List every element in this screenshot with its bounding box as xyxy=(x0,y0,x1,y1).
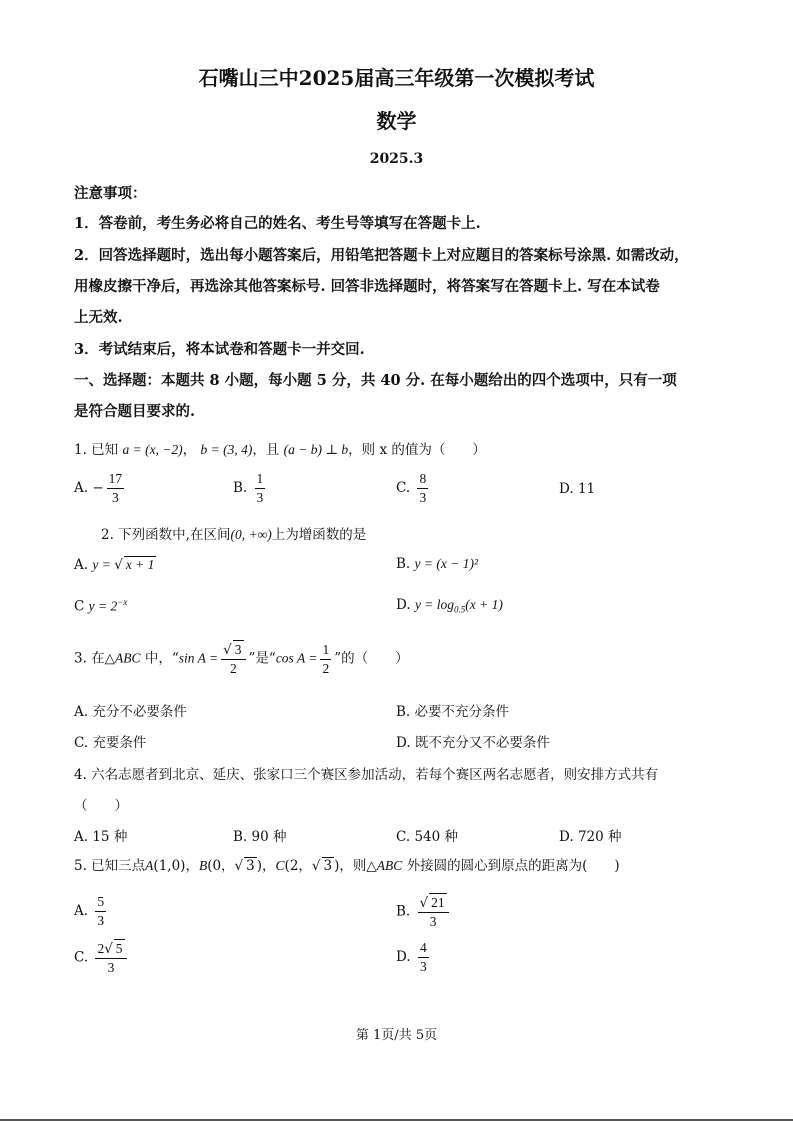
option-label: D. xyxy=(559,481,574,497)
q1-prefix: 1. 已知 xyxy=(74,442,119,458)
q5-a-fraction xyxy=(95,893,106,930)
page-footer: 第 1页/共 5页 xyxy=(355,1028,438,1043)
q2-a-radicand: x + 1 xyxy=(125,557,155,572)
q1-a-sign: − xyxy=(92,480,104,496)
q2-option-c[interactable] xyxy=(74,597,127,615)
q5-option-d[interactable] xyxy=(396,939,432,976)
q4-option-b[interactable] xyxy=(233,825,287,845)
sqrt-icon: √ xyxy=(104,941,113,957)
q5-point-c-open: (2， xyxy=(284,858,312,874)
sqrt-icon: √ xyxy=(223,642,232,658)
option-label: D. xyxy=(396,735,411,751)
q5-point-b: B xyxy=(198,858,208,873)
q2-c-exponent: −x xyxy=(117,597,128,607)
option-text: 720 种 xyxy=(577,829,622,845)
q2-interval: (0, +∞) xyxy=(230,527,272,542)
sqrt-icon: √ xyxy=(419,895,429,911)
q5-point-b-close: )， xyxy=(256,858,276,874)
note-2-line-3: 上无效. xyxy=(74,309,123,326)
q1-option-d[interactable] xyxy=(559,481,595,497)
q3-option-a[interactable] xyxy=(74,700,187,720)
q5-point-b-radicand: 3 xyxy=(246,858,255,874)
coefficient: 2 xyxy=(97,941,105,956)
q2-c-base: y = 2 xyxy=(88,598,118,614)
q2-b-expr: y = (x − 1)² xyxy=(414,556,479,571)
question-5-stem xyxy=(74,854,620,874)
option-label: C. xyxy=(396,480,411,496)
q1-comma: ， xyxy=(182,442,197,458)
option-label: A. xyxy=(74,704,89,720)
q3-suffix: ”的（ ） xyxy=(334,650,409,667)
q3-sin: sin A = xyxy=(178,650,219,666)
option-label: A. xyxy=(74,480,89,496)
exam-title: 石嘴山三中2025届高三年级第一次模拟考试 xyxy=(198,66,595,90)
option-label: D. xyxy=(559,829,574,845)
option-label: D. xyxy=(396,597,411,613)
q2-stem-end: 上为增函数的是 xyxy=(271,527,367,543)
notes-heading: 注意事项： xyxy=(74,185,147,202)
sqrt-icon: √ xyxy=(234,858,244,874)
sqrt-icon: √ xyxy=(311,858,321,874)
option-label: D. xyxy=(396,949,411,965)
q2-a-lhs: y = xyxy=(92,557,115,572)
q3-mid-1: 中，“ xyxy=(140,650,179,667)
q5-point-c-close: )，则 xyxy=(334,858,367,874)
q2-d-base: 0.5 xyxy=(454,604,466,615)
denominator: 3 xyxy=(419,490,427,505)
q5-b-fraction xyxy=(418,893,449,931)
exam-date: 2025.3 xyxy=(369,151,424,167)
q2-d-log: y = log xyxy=(414,597,455,612)
q2-option-b[interactable] xyxy=(396,556,478,572)
q1-a-fraction xyxy=(107,470,125,507)
numerator: 1 xyxy=(256,471,264,486)
q1-option-c[interactable] xyxy=(396,470,431,507)
note-3: 3．考试结束后，将本试卷和答题卡一并交回. xyxy=(74,341,365,358)
option-label: A. xyxy=(74,557,89,573)
q1-vector-b: b = (3, 4) xyxy=(200,442,253,457)
denominator: 3 xyxy=(112,490,119,505)
q5-option-a[interactable] xyxy=(74,893,109,930)
note-2-line-2: 用橡皮擦干净后，再选涂其他答案标号. 回答非选择题时，将答案写在答题卡上. 写在本试卷 xyxy=(74,278,660,295)
option-text: 充分不必要条件 xyxy=(92,704,187,720)
q4-option-d[interactable] xyxy=(559,825,622,845)
option-label: C. xyxy=(74,735,89,751)
denominator: 2 xyxy=(229,661,237,676)
q3-prefix: 3. 在 xyxy=(74,650,105,667)
q5-d-fraction xyxy=(418,939,429,976)
q2-option-d[interactable] xyxy=(396,597,503,615)
q1-suffix: ，则 x 的值为（ ） xyxy=(348,442,486,458)
q1-vector-a: a = (x, −2) xyxy=(122,442,183,457)
denominator: 3 xyxy=(107,960,115,975)
option-text: 充要条件 xyxy=(92,735,147,751)
numerator: 1 xyxy=(322,641,330,657)
option-label: B. xyxy=(396,903,411,920)
q1-condition: (a − b) ⊥ b xyxy=(283,442,349,457)
denominator: 3 xyxy=(419,959,427,974)
denominator: 3 xyxy=(429,914,437,929)
sqrt-icon: √ xyxy=(114,557,123,573)
q2-option-a[interactable] xyxy=(74,556,156,573)
numerator: 8 xyxy=(419,471,427,486)
option-text: 15 种 xyxy=(92,829,128,845)
q5-prefix: 5. 已知三点 xyxy=(74,858,146,874)
q3-option-c[interactable] xyxy=(74,731,146,751)
option-label: B. xyxy=(396,556,411,572)
q5-option-c[interactable] xyxy=(74,939,130,977)
question-2-stem xyxy=(101,523,366,543)
q4-option-c[interactable] xyxy=(396,825,458,845)
section-1-heading-line-1: 一、选择题：本题共 8 小题，每小题 5 分，共 40 分. 在每小题给出的四个选项中，只有一项 xyxy=(74,372,677,389)
denominator: 2 xyxy=(322,660,330,676)
numerator xyxy=(418,893,449,912)
option-text: 540 种 xyxy=(414,829,458,845)
q5-point-c: C xyxy=(275,858,285,873)
numerator: 17 xyxy=(108,471,123,486)
numerator: 4 xyxy=(419,940,427,955)
option-label: B. xyxy=(233,480,248,496)
q5-point-a: A xyxy=(145,858,154,873)
option-text: 既不充分又不必要条件 xyxy=(414,735,550,751)
question-1-stem xyxy=(74,438,486,458)
option-label: C xyxy=(74,598,85,615)
denominator: 3 xyxy=(97,913,105,928)
q3-fraction-2 xyxy=(320,641,331,678)
q3-cos: cos A = xyxy=(275,650,318,666)
q1-c-fraction xyxy=(417,470,428,507)
numerator xyxy=(221,640,245,659)
option-text: 90 种 xyxy=(251,829,287,845)
radicand: 3 xyxy=(234,642,242,657)
numerator: 5 xyxy=(97,894,105,909)
q1-cond-prefix: ，且 xyxy=(252,442,280,458)
q5-triangle: △ABC xyxy=(366,858,403,873)
q5-point-b-open: (0， xyxy=(207,858,235,874)
option-label: B. xyxy=(233,829,248,845)
q2-stem-start: 2. 下列函数中,在区间 xyxy=(101,527,231,543)
option-text: 11 xyxy=(577,481,596,497)
q4-option-a[interactable] xyxy=(74,825,127,845)
q1-option-b[interactable] xyxy=(233,470,268,507)
question-3-stem xyxy=(74,640,409,678)
denominator: 3 xyxy=(256,490,264,505)
numerator xyxy=(95,939,126,958)
q5-option-b[interactable] xyxy=(396,893,452,931)
q3-triangle: △ABC xyxy=(104,650,141,666)
option-text: 必要不充分条件 xyxy=(414,704,510,720)
q2-d-arg: (x + 1) xyxy=(465,597,503,612)
option-label: B. xyxy=(396,704,411,720)
radicand: 5 xyxy=(115,941,123,956)
q3-option-b[interactable] xyxy=(396,700,509,720)
option-label: C. xyxy=(396,829,411,845)
q3-mid-2: ”是“ xyxy=(248,650,276,667)
q5-suffix: 外接圆的圆心到原点的距离为( ) xyxy=(402,858,620,874)
note-1: 1．答卷前，考生务必将自己的姓名、考生号等填写在答题卡上. xyxy=(74,215,481,232)
q5-separator: ， xyxy=(185,858,199,874)
q1-option-a[interactable] xyxy=(74,470,127,507)
bottom-divider xyxy=(0,1119,793,1121)
section-1-heading-line-2: 是符合题目要求的. xyxy=(74,403,196,420)
radicand: 21 xyxy=(431,895,445,910)
q5-point-a-coord: (1,0) xyxy=(153,858,186,874)
q1-b-fraction xyxy=(255,470,266,507)
note-2-line-1: 2．回答选择题时，选出每小题答案后，用铅笔把答题卡上对应题目的答案标号涂黑. 如需改动， xyxy=(74,247,689,264)
q5-point-c-radicand: 3 xyxy=(323,858,333,874)
question-4-stem: 4. 六名志愿者到北京、延庆、张家口三个赛区参加活动，若每个赛区两名志愿者，则安排方式共有 xyxy=(74,767,659,783)
option-label: C. xyxy=(74,949,89,966)
option-label: A. xyxy=(74,903,89,919)
q4-answer-paren: （ ） xyxy=(74,798,128,814)
exam-subject: 数学 xyxy=(376,109,417,133)
q3-option-d[interactable] xyxy=(396,731,550,751)
option-label: A. xyxy=(74,829,89,845)
q3-fraction-1 xyxy=(221,640,245,678)
q5-c-fraction xyxy=(95,939,126,977)
